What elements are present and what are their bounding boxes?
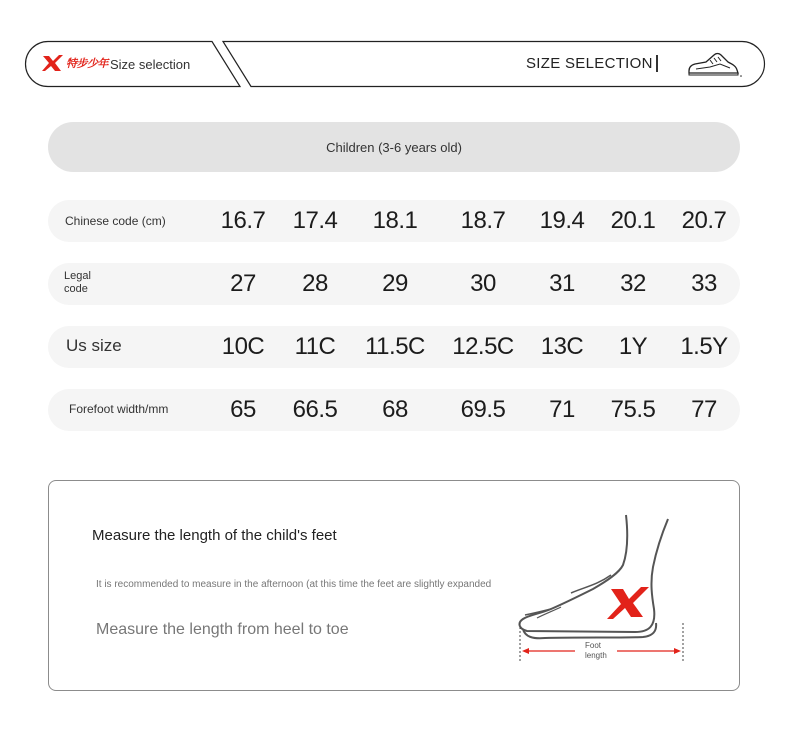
header-subtitle: Size selection	[110, 57, 191, 72]
table-cell: 1Y	[618, 333, 648, 360]
age-category-banner	[48, 122, 740, 172]
table-cell: 30	[470, 270, 496, 297]
table-cell: 19.4	[539, 207, 585, 234]
table-cell: 31	[549, 270, 575, 297]
sneaker-icon	[686, 50, 742, 78]
title-divider	[656, 55, 658, 72]
table-cell: 71	[549, 396, 575, 423]
table-cell: 18.1	[372, 207, 418, 234]
page-title: SIZE SELECTION	[526, 55, 653, 72]
row-label-line: Legal	[64, 270, 91, 282]
table-cell: 32	[620, 270, 646, 297]
table-row-legal-code	[48, 263, 740, 305]
table-cell: 65	[230, 396, 256, 423]
table-cell: 68	[382, 396, 408, 423]
table-cell: 20.1	[610, 207, 656, 234]
foot-length-label-line1: Foot	[585, 641, 602, 650]
table-cell: 33	[691, 270, 717, 297]
table-cell: 69.5	[460, 396, 506, 423]
table-row-us-size	[48, 326, 740, 368]
table-row-forefoot-width	[48, 389, 740, 431]
table-cell: 1.5Y	[680, 333, 728, 360]
table-cell: 16.7	[220, 207, 266, 234]
row-label-forefoot-width: Forefoot width/mm	[69, 402, 169, 416]
row-label-us-size: Us size	[66, 336, 122, 355]
table-cell: 12.5C	[452, 333, 514, 360]
measure-title: Measure the length of the child's feet	[92, 527, 337, 544]
brand-logo	[42, 54, 108, 72]
table-cell: 75.5	[610, 396, 656, 423]
row-label-line: code	[64, 283, 88, 295]
table-cell: 11.5C	[365, 333, 425, 360]
table-cell: 27	[230, 270, 256, 297]
measure-note: It is recommended to measure in the afternoon (at this time the feet are slightly expanded	[96, 579, 492, 590]
table-cell: 28	[302, 270, 328, 297]
header	[24, 40, 766, 88]
row-label-chinese-code: Chinese code (cm)	[65, 214, 166, 228]
brand-name: 特步少年	[66, 58, 108, 70]
xtep-x-icon	[42, 54, 64, 72]
table-cell: 77	[691, 396, 717, 423]
table-cell: 29	[382, 270, 408, 297]
table-cell: 17.4	[292, 207, 338, 234]
table-cell: 18.7	[460, 207, 506, 234]
table-cell: 11C	[294, 333, 336, 360]
row-label-legal-code	[64, 270, 91, 296]
age-category-label: Children (3-6 years old)	[326, 139, 462, 155]
measure-instruction: Measure the length from heel to toe	[96, 621, 349, 638]
table-cell: 66.5	[292, 396, 338, 423]
table-row-chinese-code	[48, 200, 740, 242]
foot-outline-icon	[515, 511, 695, 671]
foot-length-label-line2: length	[585, 651, 607, 660]
measure-guide-panel	[48, 480, 740, 691]
table-cell: 20.7	[681, 207, 727, 234]
table-cell: 10C	[221, 333, 265, 360]
table-cell: 13C	[540, 333, 584, 360]
